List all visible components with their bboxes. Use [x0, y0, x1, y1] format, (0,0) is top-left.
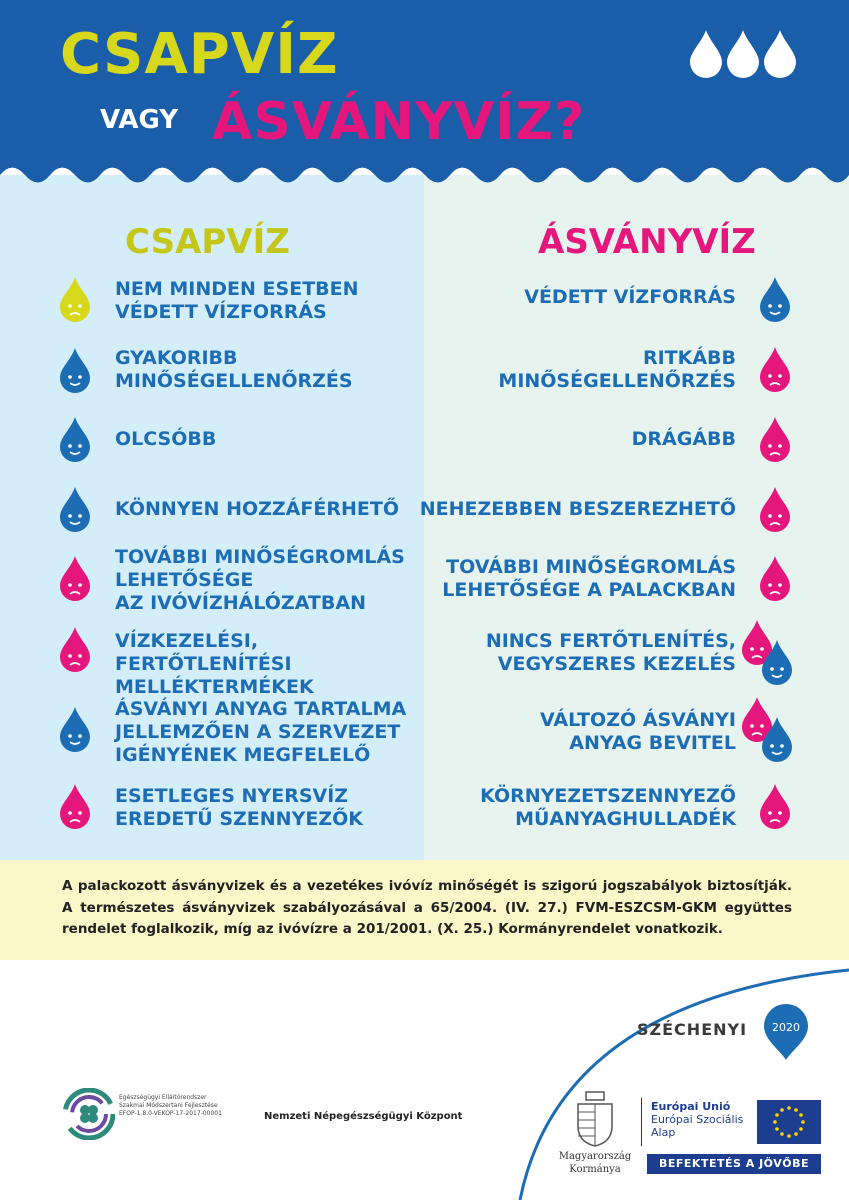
right-item-5: TOVÁBBI MINŐSÉGROMLÁS LEHETŐSÉGE A PALACKBAN [442, 556, 736, 601]
heading-csapviz: CSAPVÍZ [125, 222, 290, 262]
left-item-2: GYAKORIBB MINŐSÉGELLENŐRZÉS [115, 347, 353, 392]
drop-pink-sad-icon [760, 556, 790, 602]
drop-pink-sad-icon [60, 784, 90, 830]
szechenyi-logo-text: SZÉCHENYI [637, 1020, 748, 1039]
right-item-2: RITKÁBB MINŐSÉGELLENŐRZÉS [498, 347, 736, 392]
eu-text: Európai Unió Európai Szociális Alap [651, 1100, 744, 1139]
drop-pink-sad-icon [760, 347, 790, 393]
left-item-4: KÖNNYEN HOZZÁFÉRHETŐ [115, 498, 399, 520]
drop-blue-happy-icon [60, 707, 90, 753]
right-item-4: NEHEZEBBEN BESZEREZHETŐ [419, 498, 736, 520]
drop-blue-happy-icon [760, 277, 790, 323]
left-item-8: ESETLEGES NYERSVÍZ EREDETŰ SZENNYEZŐK [115, 785, 363, 830]
title-vagy: VAGY [100, 105, 179, 135]
three-drops-icon [688, 28, 798, 80]
drop-blue-happy-icon [60, 417, 90, 463]
left-item-6: VÍZKEZELÉSI, FERTŐTLENÍTÉSI MELLÉKTERMÉKEK [115, 630, 314, 698]
right-item-8: KÖRNYEZETSZENNYEZŐ MŰANYAGHULLADÉK [480, 785, 736, 830]
drop-pink-sad-icon [760, 417, 790, 463]
heading-asvanyviz: ÁSVÁNYVÍZ [538, 222, 756, 262]
nnk-text: Nemzeti Népegészségügyi Központ [264, 1111, 463, 1122]
eu-divider [641, 1098, 642, 1146]
eu-flag-icon [757, 1100, 821, 1144]
legal-note [0, 860, 849, 960]
drop-blue-happy-icon [60, 348, 90, 394]
title-asvanyviz: ÁSVÁNYVÍZ? [212, 92, 586, 152]
title-csapviz: CSAPVÍZ [60, 22, 339, 87]
right-item-1: VÉDETT VÍZFORRÁS [524, 286, 736, 308]
drop-pink-sad-icon [60, 627, 90, 673]
wave-edge [0, 160, 849, 190]
drop-pink-sad-icon [60, 556, 90, 602]
right-item-7: VÁLTOZÓ ÁSVÁNYI ANYAG BEVITEL [540, 709, 736, 754]
befektetes-banner: BEFEKTETÉS A JÖVŐBE [647, 1154, 821, 1174]
szechenyi-year: 2020 [772, 1021, 800, 1034]
drop-pink-sad-icon [760, 487, 790, 533]
left-item-5: TOVÁBBI MINŐSÉGROMLÁS LEHETŐSÉGE AZ IVÓVÍZHÁLÓZATBAN [115, 546, 405, 614]
drop-blue-happy-icon [762, 717, 792, 763]
right-item-6: NINCS FERTŐTLENÍTÉS, VEGYSZERES KEZELÉS [485, 630, 736, 675]
drop-blue-happy-icon [762, 640, 792, 686]
magyarorszag-kormanya-text: Magyarország Kormánya [558, 1151, 632, 1175]
left-item-7: ÁSVÁNYI ANYAG TARTALMA JELLEMZŐEN A SZERVEZET IGÉNYÉNEK MEGFELELŐ [115, 698, 407, 766]
eszef-logo-icon [63, 1088, 115, 1140]
szechenyi-pin-icon [762, 1002, 810, 1062]
legal-note-text: A palackozott ásványvizek és a vezetékes ivóvíz minőségét is szigorú jogszabályok biztosítják. A természetes ásványvizek szabályozásával a 65/2004. (IV. 27.) FVM-ESZCSM-GKM együttes rendelet foglalkozik, míg az ivóvízre a 201/2001. (X. 25.) Kormányrendelet vonatkozik. [62, 878, 792, 937]
right-item-3: DRÁGÁBB [631, 428, 736, 450]
drop-blue-happy-icon [60, 487, 90, 533]
left-item-1: NEM MINDEN ESETBEN VÉDETT VÍZFORRÁS [115, 278, 359, 323]
drop-pink-sad-icon [760, 784, 790, 830]
eszef-logo-text: Egészségügyi Elláitórendszer Szakmai Módszertani Fejlesztése EFOP-1.8.0-VEKOP-17-2017-00001 [119, 1094, 222, 1117]
drop-yellow-icon [60, 277, 90, 323]
left-item-3: OLCSÓBB [115, 428, 217, 450]
hungary-crest-icon [574, 1090, 616, 1148]
